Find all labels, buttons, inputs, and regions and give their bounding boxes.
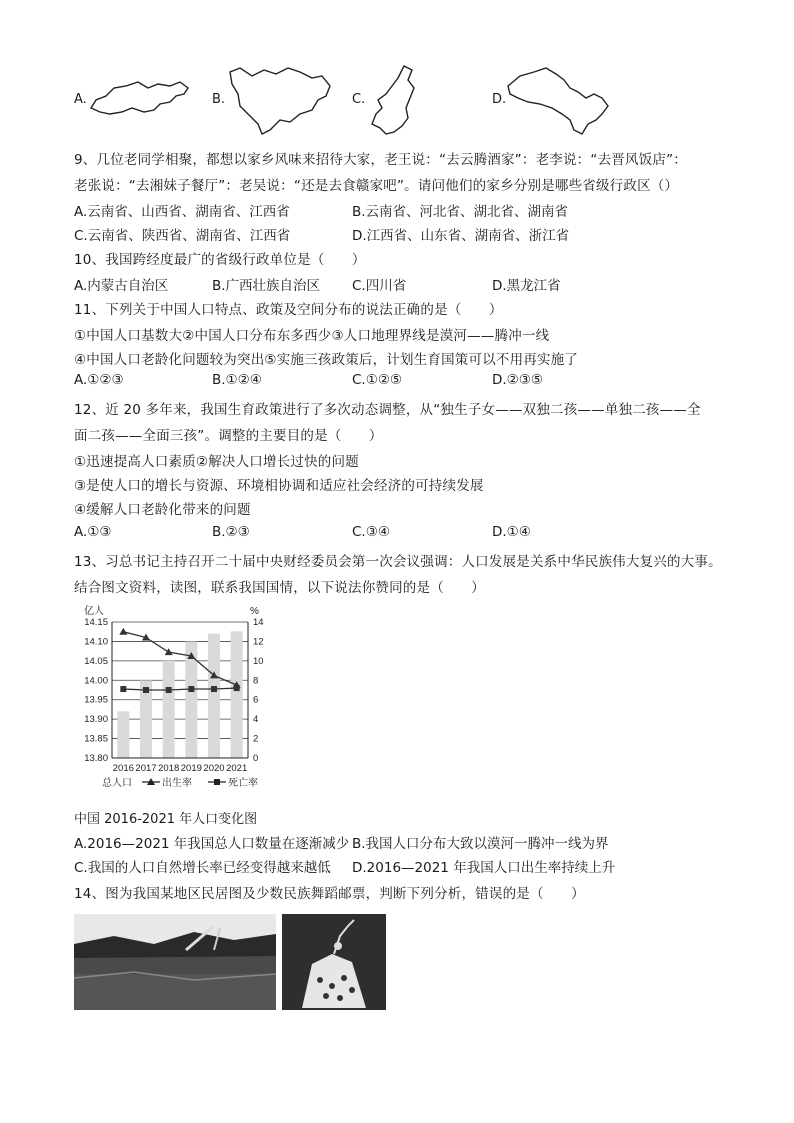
q11-option-c[interactable]: C.①②⑤ xyxy=(352,372,403,388)
death-rate-point xyxy=(166,687,172,693)
x-tick-label: 2017 xyxy=(135,763,157,774)
birth-rate-point xyxy=(165,648,173,655)
y2-tick-label: 0 xyxy=(253,753,259,764)
y2-tick-label: 14 xyxy=(253,617,264,628)
dwelling-photo xyxy=(74,914,276,1010)
y-axis-label: 亿人 xyxy=(84,606,104,617)
dance-stamp xyxy=(282,914,386,1010)
x-tick-label: 2016 xyxy=(112,763,134,774)
q13-option-d[interactable]: D.2016—2021 年我国人口出生率持续上升 xyxy=(352,860,616,876)
legend-birth-rate: 出生率 xyxy=(162,778,192,789)
chart-caption: 中国 2016-2021 年人口变化图 xyxy=(74,812,258,827)
y-tick-label: 14.10 xyxy=(84,636,108,648)
death-rate-point xyxy=(211,686,217,692)
dwelling-photo-image xyxy=(74,914,276,1010)
dance-stamp-image xyxy=(282,914,386,1010)
q11-option-d[interactable]: D.②③⑤ xyxy=(492,372,543,388)
q9-option-a[interactable]: A.云南省、山西省、湖南省、江西省 xyxy=(74,204,290,220)
q9-option-d[interactable]: D.江西省、山东省、湖南省、浙江省 xyxy=(352,228,570,244)
y2-tick-label: 8 xyxy=(253,675,259,687)
death-rate-point xyxy=(120,686,126,692)
x-tick-label: 2020 xyxy=(203,763,225,774)
q12-option-c[interactable]: C.③④ xyxy=(352,524,390,540)
map-option-d-label: D. xyxy=(492,92,507,107)
y-tick-label: 13.85 xyxy=(84,733,108,745)
map-option-b-label: B. xyxy=(212,92,226,107)
sichuan-outline-map-icon xyxy=(226,66,336,138)
q12-option-b[interactable]: B.②③ xyxy=(212,524,250,540)
q10-option-a[interactable]: A.内蒙古自治区 xyxy=(74,278,169,294)
legend-total-pop: 总人口 xyxy=(102,778,132,789)
legend-death-rate: 死亡率 xyxy=(228,778,258,789)
q11-statement-line2: ④中国人口老龄化问题较为突出⑤实施三孩政策后，计划生育国策可以不用再实施了 xyxy=(74,352,579,368)
y2-tick-label: 4 xyxy=(253,714,259,726)
q9-option-c[interactable]: C.云南省、陕西省、湖南省、江西省 xyxy=(74,228,291,244)
y2-tick-label: 10 xyxy=(253,655,264,667)
y-tick-label: 13.80 xyxy=(84,753,108,764)
q9-stem-line1: 9、几位老同学相聚，都想以家乡风味来招待大家，老王说：“去云腾酒家”：老李说：“去晋风饭店”： xyxy=(74,152,687,168)
death-rate-point xyxy=(234,685,240,691)
q13-option-a[interactable]: A.2016—2021 年我国总人口数量在逐渐减少 xyxy=(74,836,350,852)
y2-tick-label: 6 xyxy=(253,694,259,706)
bar xyxy=(163,661,175,758)
y-tick-label: 14.15 xyxy=(84,617,108,628)
bar xyxy=(231,631,243,758)
map-option-c-label: C. xyxy=(352,92,366,107)
shandong-outline-map-icon xyxy=(88,78,198,118)
x-tick-label: 2018 xyxy=(158,763,180,774)
q13-option-c[interactable]: C.我国的人口自然增长率已经变得越来越低 xyxy=(74,860,331,876)
q10-option-b[interactable]: B.广西壮族自治区 xyxy=(212,278,321,294)
q14-stem: 14、图为我国某地区民居图及少数民族舞蹈邮票，判断下列分析，错误的是（ ） xyxy=(74,886,585,902)
y-tick-label: 13.95 xyxy=(84,694,108,706)
q10-stem: 10、我国跨经度最广的省级行政单位是（ ） xyxy=(74,252,366,268)
y2-axis-label: % xyxy=(250,606,259,617)
y-tick-label: 13.90 xyxy=(84,714,108,726)
x-tick-label: 2019 xyxy=(180,763,202,774)
chart-bars xyxy=(117,631,242,758)
q11-option-b[interactable]: B.①②④ xyxy=(212,372,262,388)
y-tick-label: 14.00 xyxy=(84,675,108,687)
q9-option-b[interactable]: B.云南省、河北省、湖北省、湖南省 xyxy=(352,204,569,220)
q12-statement-line3: ④缓解人口老龄化带来的问题 xyxy=(74,502,251,518)
bar xyxy=(117,711,129,758)
q13-option-b[interactable]: B.我国人口分布大致以漠河一腾冲一线为界 xyxy=(352,836,609,852)
q10-option-c[interactable]: C.四川省 xyxy=(352,278,407,294)
x-tick-label: 2021 xyxy=(226,763,248,774)
q12-statement-line1: ①迅速提高人口素质②解决人口增长过快的问题 xyxy=(74,454,359,470)
q12-stem-line1: 12、近 20 多年来，我国生育政策进行了多次动态调整，从“独生子女——双独二孩——单独二孩——全 xyxy=(74,402,701,418)
death-rate-point xyxy=(188,686,194,692)
legend-death-marker xyxy=(214,779,220,785)
q12-option-a[interactable]: A.①③ xyxy=(74,524,112,540)
population-chart xyxy=(68,600,288,792)
q13-stem-line2: 结合图文资料，读图，联系我国国情，以下说法你赞同的是（ ） xyxy=(74,580,485,596)
chart-lines xyxy=(119,628,240,693)
y2-tick-label: 12 xyxy=(253,636,264,648)
q11-stem: 11、下列关于中国人口特点、政策及空间分布的说法正确的是（ ） xyxy=(74,302,503,318)
q11-statement-line1: ①中国人口基数大②中国人口分布东多西少③人口地理界线是漠河——腾冲一线 xyxy=(74,328,550,344)
q9-stem-line2: 老张说：“去湘妹子餐厅”：老吴说：“还是去食赣家吧”。请问他们的家乡分别是哪些省级行政区（） xyxy=(74,178,679,194)
q13-stem-line1: 13、习总书记主持召开二十届中央财经委员会第一次会议强调：人口发展是关系中华民族伟大复兴的大事。 xyxy=(74,554,722,570)
death-rate-point xyxy=(143,687,149,693)
shanxi-outline-map-icon xyxy=(364,64,424,138)
y-tick-label: 14.05 xyxy=(84,655,108,667)
gansu-outline-map-icon xyxy=(504,64,616,138)
q10-option-d[interactable]: D.黑龙江省 xyxy=(492,278,561,294)
birth-rate-point xyxy=(119,628,127,635)
q11-option-a[interactable]: A.①②③ xyxy=(74,372,124,388)
q12-option-d[interactable]: D.①④ xyxy=(492,524,531,540)
y2-tick-label: 2 xyxy=(253,733,259,745)
map-option-a-label: A. xyxy=(74,92,87,107)
bar xyxy=(208,634,220,758)
q12-stem-line2: 面二孩——全面三孩”。调整的主要目的是（ ） xyxy=(74,428,383,444)
q12-statement-line2: ③是使人口的增长与资源、环境相协调和适应社会经济的可持续发展 xyxy=(74,478,484,494)
